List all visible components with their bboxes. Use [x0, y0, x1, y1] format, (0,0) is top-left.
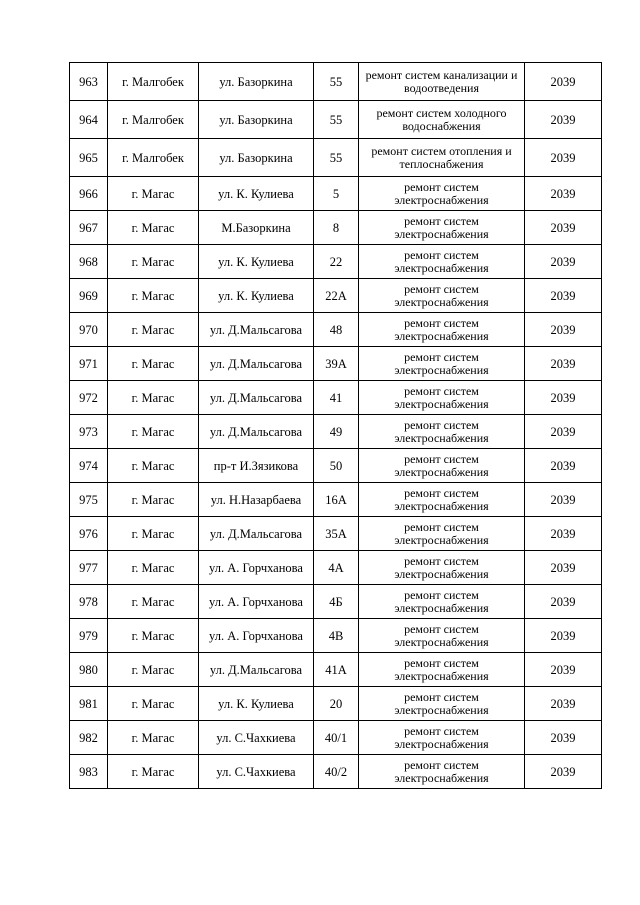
city-cell: г. Магас — [108, 653, 199, 687]
row-number: 970 — [70, 313, 108, 347]
street-cell: ул. К. Кулиева — [199, 177, 314, 211]
house-cell: 49 — [314, 415, 359, 449]
table-body — [70, 63, 602, 789]
row-number: 974 — [70, 449, 108, 483]
year-cell: 2039 — [525, 755, 602, 789]
work-type-cell: ремонт систем электроснабжения — [359, 245, 525, 279]
street-cell: пр-т И.Зязикова — [199, 449, 314, 483]
table-row — [70, 177, 602, 211]
table-row — [70, 585, 602, 619]
row-number: 978 — [70, 585, 108, 619]
year-cell: 2039 — [525, 63, 602, 101]
year-cell: 2039 — [525, 347, 602, 381]
city-cell: г. Магас — [108, 755, 199, 789]
street-cell: ул. А. Горчханова — [199, 585, 314, 619]
house-cell: 4А — [314, 551, 359, 585]
street-cell: ул. К. Кулиева — [199, 687, 314, 721]
table-row — [70, 415, 602, 449]
year-cell: 2039 — [525, 279, 602, 313]
street-cell: ул. С.Чахкиева — [199, 755, 314, 789]
house-cell: 55 — [314, 63, 359, 101]
work-type-cell: ремонт систем электроснабжения — [359, 279, 525, 313]
work-type-cell: ремонт систем электроснабжения — [359, 551, 525, 585]
house-cell: 40/1 — [314, 721, 359, 755]
city-cell: г. Магас — [108, 415, 199, 449]
table-row — [70, 653, 602, 687]
work-type-cell: ремонт систем электроснабжения — [359, 313, 525, 347]
house-cell: 8 — [314, 211, 359, 245]
work-type-cell: ремонт систем электроснабжения — [359, 517, 525, 551]
work-type-cell: ремонт систем электроснабжения — [359, 381, 525, 415]
work-type-cell: ремонт систем отопления и теплоснабжения — [359, 139, 525, 177]
work-type-cell: ремонт систем электроснабжения — [359, 653, 525, 687]
street-cell: ул. К. Кулиева — [199, 245, 314, 279]
city-cell: г. Магас — [108, 483, 199, 517]
table-row — [70, 551, 602, 585]
table-row — [70, 63, 602, 101]
street-cell: ул. К. Кулиева — [199, 279, 314, 313]
row-number: 977 — [70, 551, 108, 585]
street-cell: ул. Базоркина — [199, 139, 314, 177]
work-type-cell: ремонт систем электроснабжения — [359, 687, 525, 721]
street-cell: ул. Базоркина — [199, 63, 314, 101]
row-number: 976 — [70, 517, 108, 551]
city-cell: г. Магас — [108, 211, 199, 245]
table-row — [70, 619, 602, 653]
street-cell: ул. С.Чахкиева — [199, 721, 314, 755]
work-type-cell: ремонт систем электроснабжения — [359, 211, 525, 245]
year-cell: 2039 — [525, 313, 602, 347]
year-cell: 2039 — [525, 211, 602, 245]
house-cell: 16А — [314, 483, 359, 517]
row-number: 981 — [70, 687, 108, 721]
table-row — [70, 517, 602, 551]
year-cell: 2039 — [525, 687, 602, 721]
city-cell: г. Магас — [108, 585, 199, 619]
row-number: 968 — [70, 245, 108, 279]
house-cell: 4В — [314, 619, 359, 653]
street-cell: ул. Д.Мальсагова — [199, 517, 314, 551]
year-cell: 2039 — [525, 177, 602, 211]
year-cell: 2039 — [525, 653, 602, 687]
house-cell: 20 — [314, 687, 359, 721]
table-row — [70, 245, 602, 279]
row-number: 964 — [70, 101, 108, 139]
row-number: 982 — [70, 721, 108, 755]
city-cell: г. Магас — [108, 245, 199, 279]
row-number: 979 — [70, 619, 108, 653]
city-cell: г. Малгобек — [108, 139, 199, 177]
street-cell: ул. Д.Мальсагова — [199, 313, 314, 347]
work-type-cell: ремонт систем электроснабжения — [359, 721, 525, 755]
street-cell: ул. Базоркина — [199, 101, 314, 139]
street-cell: ул. Д.Мальсагова — [199, 415, 314, 449]
year-cell: 2039 — [525, 449, 602, 483]
house-cell: 50 — [314, 449, 359, 483]
house-cell: 4Б — [314, 585, 359, 619]
row-number: 969 — [70, 279, 108, 313]
house-cell: 55 — [314, 139, 359, 177]
city-cell: г. Магас — [108, 313, 199, 347]
street-cell: ул. А. Горчханова — [199, 551, 314, 585]
work-type-cell: ремонт систем электроснабжения — [359, 177, 525, 211]
table-row — [70, 139, 602, 177]
work-type-cell: ремонт систем электроснабжения — [359, 619, 525, 653]
city-cell: г. Магас — [108, 449, 199, 483]
work-type-cell: ремонт систем электроснабжения — [359, 415, 525, 449]
row-number: 975 — [70, 483, 108, 517]
house-cell: 39А — [314, 347, 359, 381]
work-type-cell: ремонт систем холодного водоснабжения — [359, 101, 525, 139]
city-cell: г. Магас — [108, 687, 199, 721]
table-row — [70, 313, 602, 347]
row-number: 973 — [70, 415, 108, 449]
house-cell: 48 — [314, 313, 359, 347]
street-cell: М.Базоркина — [199, 211, 314, 245]
city-cell: г. Магас — [108, 551, 199, 585]
row-number: 980 — [70, 653, 108, 687]
city-cell: г. Магас — [108, 381, 199, 415]
repair-schedule-table — [69, 62, 602, 789]
table-row — [70, 483, 602, 517]
city-cell: г. Магас — [108, 517, 199, 551]
city-cell: г. Магас — [108, 177, 199, 211]
house-cell: 5 — [314, 177, 359, 211]
year-cell: 2039 — [525, 517, 602, 551]
work-type-cell: ремонт систем электроснабжения — [359, 449, 525, 483]
table-row — [70, 687, 602, 721]
year-cell: 2039 — [525, 585, 602, 619]
city-cell: г. Магас — [108, 347, 199, 381]
row-number: 972 — [70, 381, 108, 415]
row-number: 963 — [70, 63, 108, 101]
street-cell: ул. А. Горчханова — [199, 619, 314, 653]
row-number: 971 — [70, 347, 108, 381]
house-cell: 41А — [314, 653, 359, 687]
table-row — [70, 101, 602, 139]
year-cell: 2039 — [525, 139, 602, 177]
work-type-cell: ремонт систем электроснабжения — [359, 755, 525, 789]
table-row — [70, 279, 602, 313]
house-cell: 40/2 — [314, 755, 359, 789]
street-cell: ул. Н.Назарбаева — [199, 483, 314, 517]
city-cell: г. Магас — [108, 619, 199, 653]
house-cell: 22 — [314, 245, 359, 279]
city-cell: г. Малгобек — [108, 101, 199, 139]
city-cell: г. Магас — [108, 721, 199, 755]
house-cell: 55 — [314, 101, 359, 139]
work-type-cell: ремонт систем канализации и водоотведения — [359, 63, 525, 101]
work-type-cell: ремонт систем электроснабжения — [359, 483, 525, 517]
table-row — [70, 347, 602, 381]
row-number: 966 — [70, 177, 108, 211]
row-number: 967 — [70, 211, 108, 245]
year-cell: 2039 — [525, 551, 602, 585]
year-cell: 2039 — [525, 101, 602, 139]
city-cell: г. Магас — [108, 279, 199, 313]
street-cell: ул. Д.Мальсагова — [199, 653, 314, 687]
year-cell: 2039 — [525, 381, 602, 415]
street-cell: ул. Д.Мальсагова — [199, 381, 314, 415]
street-cell: ул. Д.Мальсагова — [199, 347, 314, 381]
table-row — [70, 449, 602, 483]
house-cell: 35А — [314, 517, 359, 551]
work-type-cell: ремонт систем электроснабжения — [359, 347, 525, 381]
table-row — [70, 211, 602, 245]
row-number: 965 — [70, 139, 108, 177]
year-cell: 2039 — [525, 721, 602, 755]
table-row — [70, 381, 602, 415]
house-cell: 41 — [314, 381, 359, 415]
year-cell: 2039 — [525, 483, 602, 517]
row-number: 983 — [70, 755, 108, 789]
table-row — [70, 755, 602, 789]
year-cell: 2039 — [525, 415, 602, 449]
year-cell: 2039 — [525, 619, 602, 653]
city-cell: г. Малгобек — [108, 63, 199, 101]
house-cell: 22А — [314, 279, 359, 313]
year-cell: 2039 — [525, 245, 602, 279]
table-row — [70, 721, 602, 755]
work-type-cell: ремонт систем электроснабжения — [359, 585, 525, 619]
